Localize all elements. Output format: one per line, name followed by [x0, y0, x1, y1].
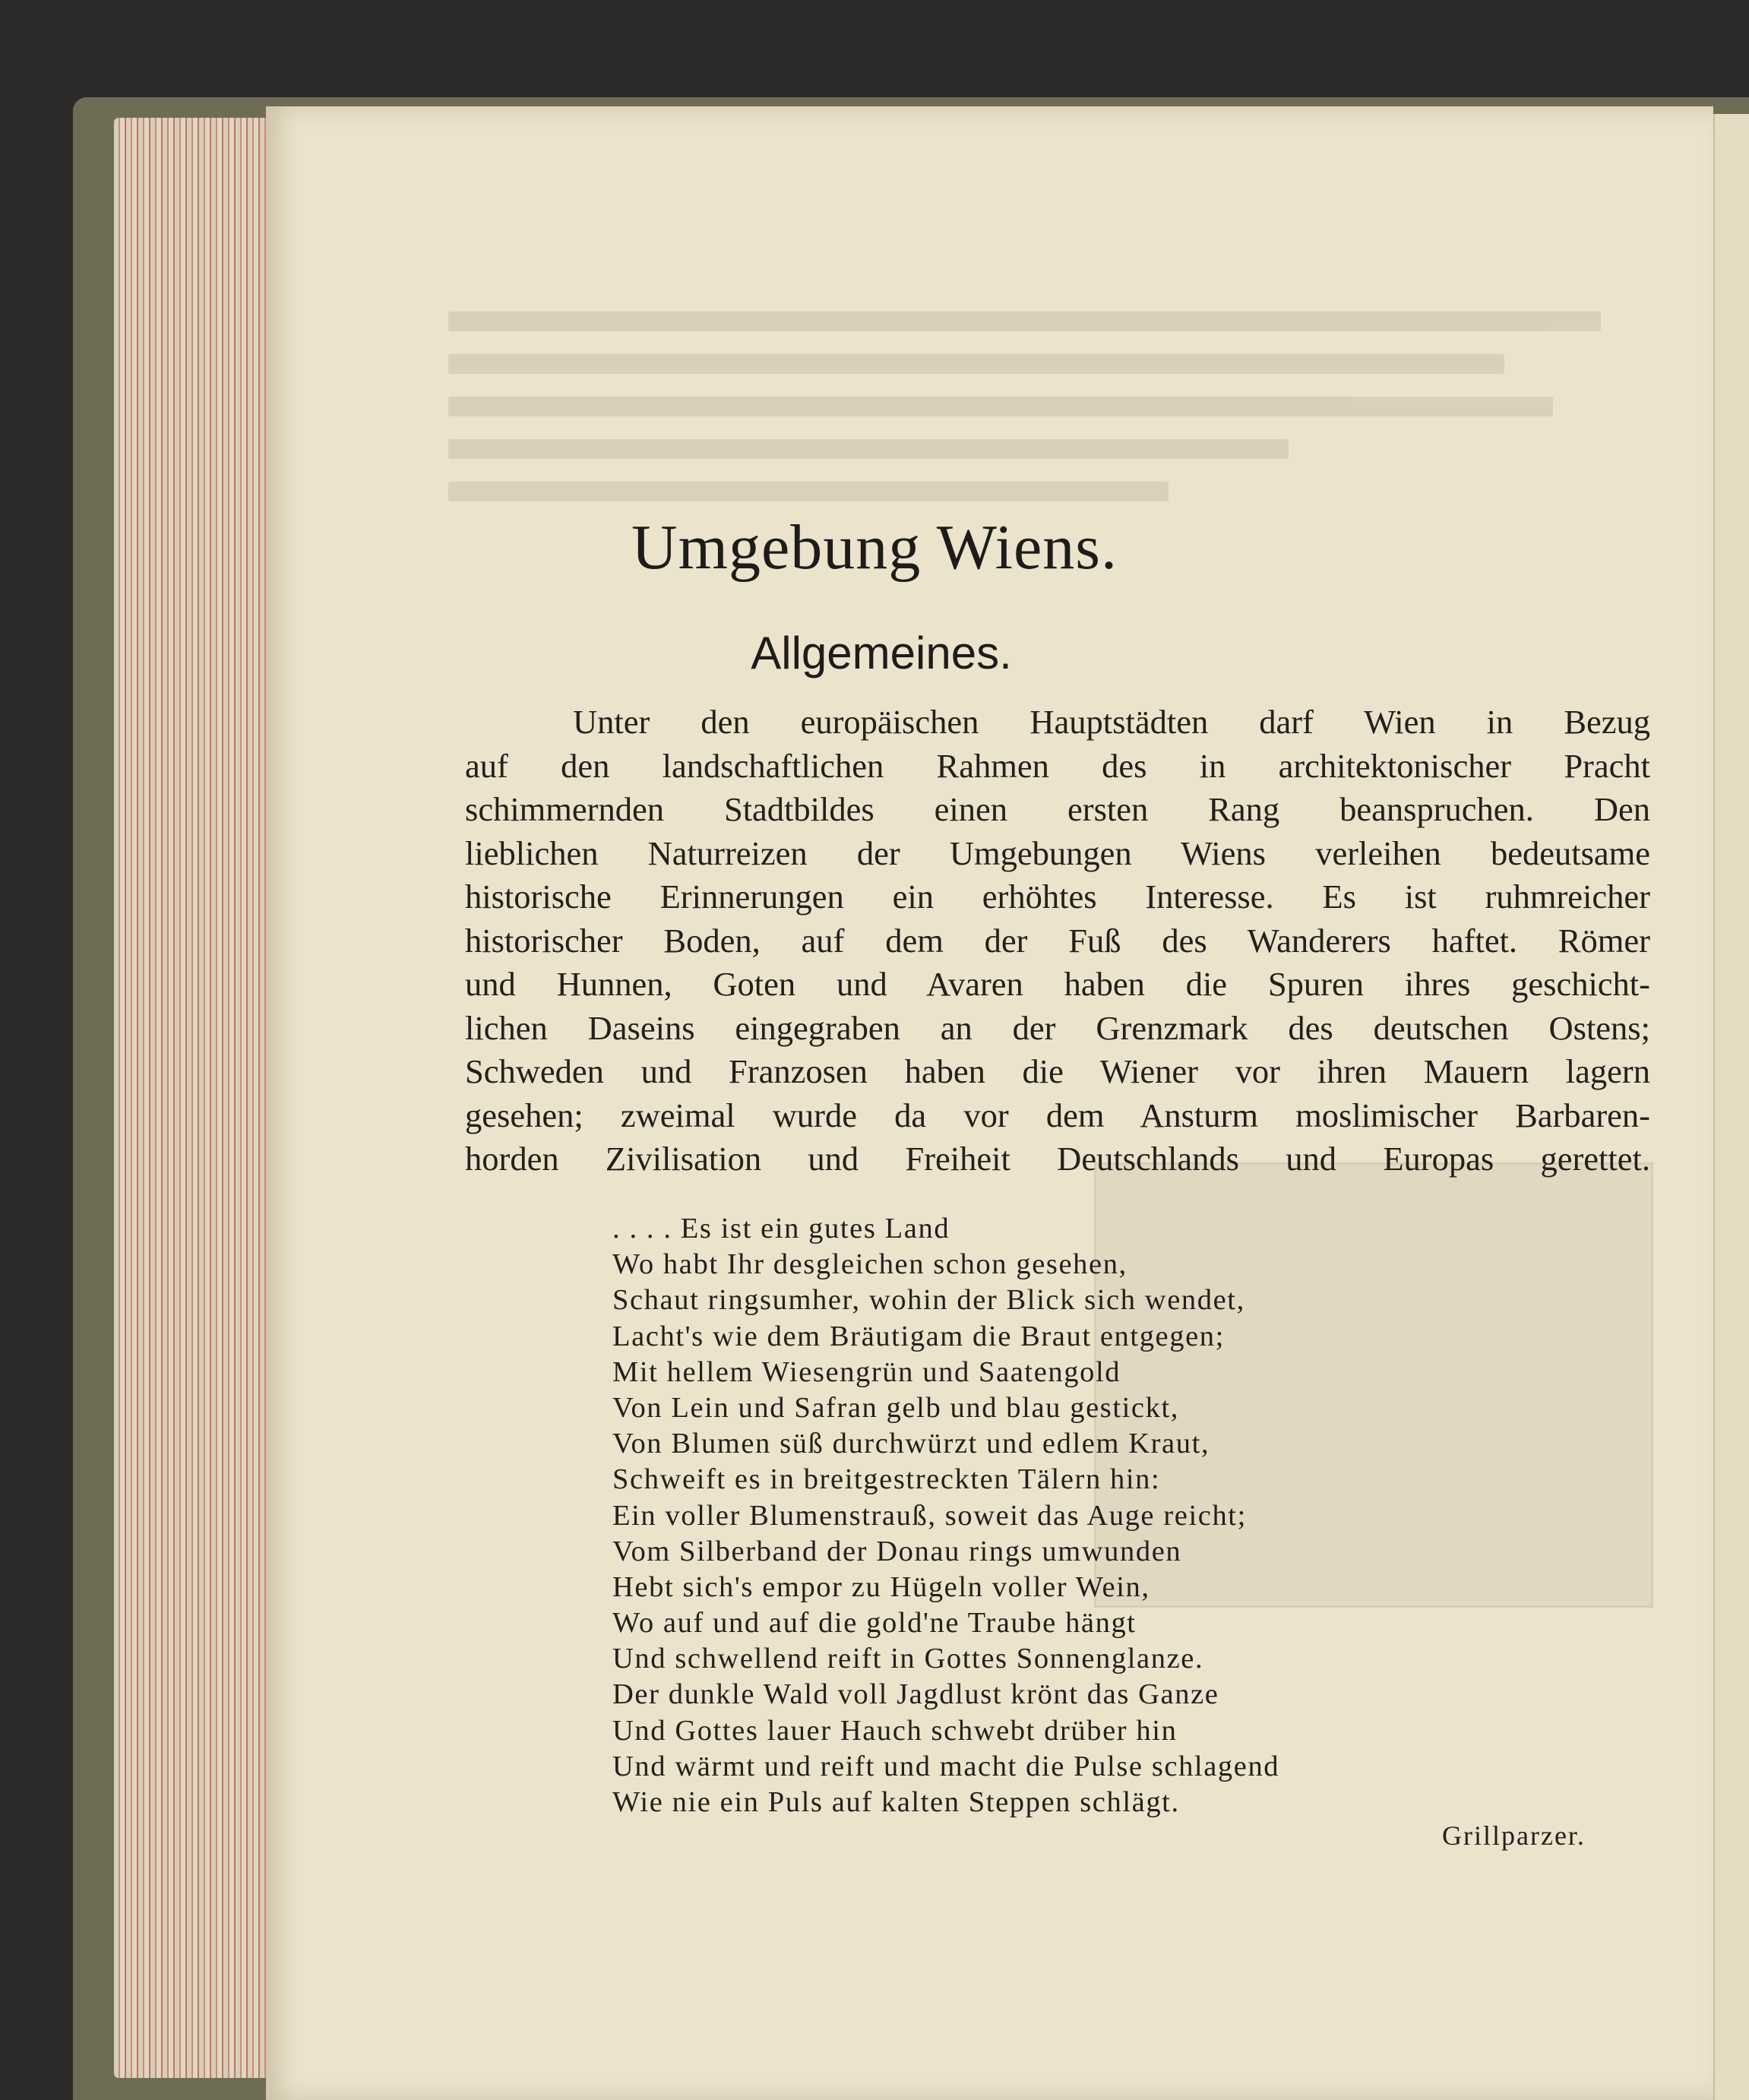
poem-line: Hebt sich's empor zu Hügeln voller Wein, — [612, 1570, 1150, 1603]
poem-line: Und Gottes lauer Hauch schwebt drüber hin — [612, 1714, 1178, 1747]
prose-line: gesehen; zweimal wurde da vor dem Ansturm moslimischer Barbaren- — [465, 1096, 1650, 1134]
prose-line: horden Zivilisation und Freiheit Deutschlands und Europas gerettet. — [465, 1140, 1650, 1178]
poem-line: Vom Silberband der Donau rings umwunden — [612, 1535, 1182, 1567]
prose-line: und Hunnen, Goten und Avaren haben die Spuren ihres geschicht- — [465, 965, 1650, 1003]
poem-line: Wie nie ein Puls auf kalten Steppen schlägt. — [612, 1786, 1180, 1818]
prose-line: historischer Boden, auf dem der Fuß des Wanderers haftet. Römer — [465, 921, 1650, 960]
poem-quotation — [612, 1211, 1279, 1820]
poem-line: Mit hellem Wiesengrün und Saatengold — [612, 1355, 1121, 1388]
poem-line: Von Lein und Safran gelb und blau gestickt, — [612, 1391, 1179, 1424]
poem-author: Grillparzer. — [1442, 1820, 1586, 1851]
poem-line: Schweift es in breitgestreckten Tälern hin: — [612, 1463, 1161, 1496]
poem-line: Wo habt Ihr desgleichen schon gesehen, — [612, 1248, 1128, 1281]
next-page-edge — [1713, 114, 1749, 2100]
poem-line: Von Blumen süß durchwürzt und edlem Kraut, — [612, 1428, 1210, 1460]
page-title: Umgebung Wiens. — [631, 512, 1118, 583]
poem-line: Und wärmt und reift und macht die Pulse schlagend — [612, 1750, 1280, 1782]
prose-line: lichen Daseins eingegraben an der Grenzmark des deutschen Ostens; — [465, 1008, 1650, 1047]
poem-line: Und schwellend reift in Gottes Sonnenglanze. — [612, 1643, 1204, 1675]
prose-line: historische Erinnerungen ein erhöhtes Interesse. Es ist ruhmreicher — [465, 878, 1650, 916]
prose-line: Unter den europäischen Hauptstädten darf Wien in Bezug — [573, 703, 1650, 741]
poem-line: Der dunkle Wald voll Jagdlust krönt das Ganze — [612, 1678, 1219, 1711]
section-heading: Allgemeines. — [751, 628, 1012, 678]
poem-line: Wo auf und auf die gold'ne Traube hängt — [612, 1607, 1137, 1640]
poem-line: Ein voller Blumenstrauß, soweit das Auge reicht; — [612, 1499, 1247, 1532]
page-edges — [114, 118, 270, 2078]
prose-line: auf den landschaftlichen Rahmen des in architektonischer Pracht — [465, 746, 1650, 785]
prose-line: lieblichen Naturreizen der Umgebungen Wiens verleihen bedeutsame — [465, 833, 1650, 872]
body-paragraph — [465, 701, 1650, 1181]
prose-line: schimmernden Stadtbildes einen ersten Rang beanspruchen. Den — [465, 790, 1650, 828]
poem-line: Schaut ringsumher, wohin der Blick sich wendet, — [612, 1284, 1245, 1317]
poem-line: . . . . Es ist ein gutes Land — [612, 1213, 950, 1245]
prose-line: Schweden und Franzosen haben die Wiener vor ihren Mauern lagern — [465, 1052, 1650, 1090]
poem-line: Lacht's wie dem Bräutigam die Braut entgegen; — [612, 1320, 1225, 1352]
